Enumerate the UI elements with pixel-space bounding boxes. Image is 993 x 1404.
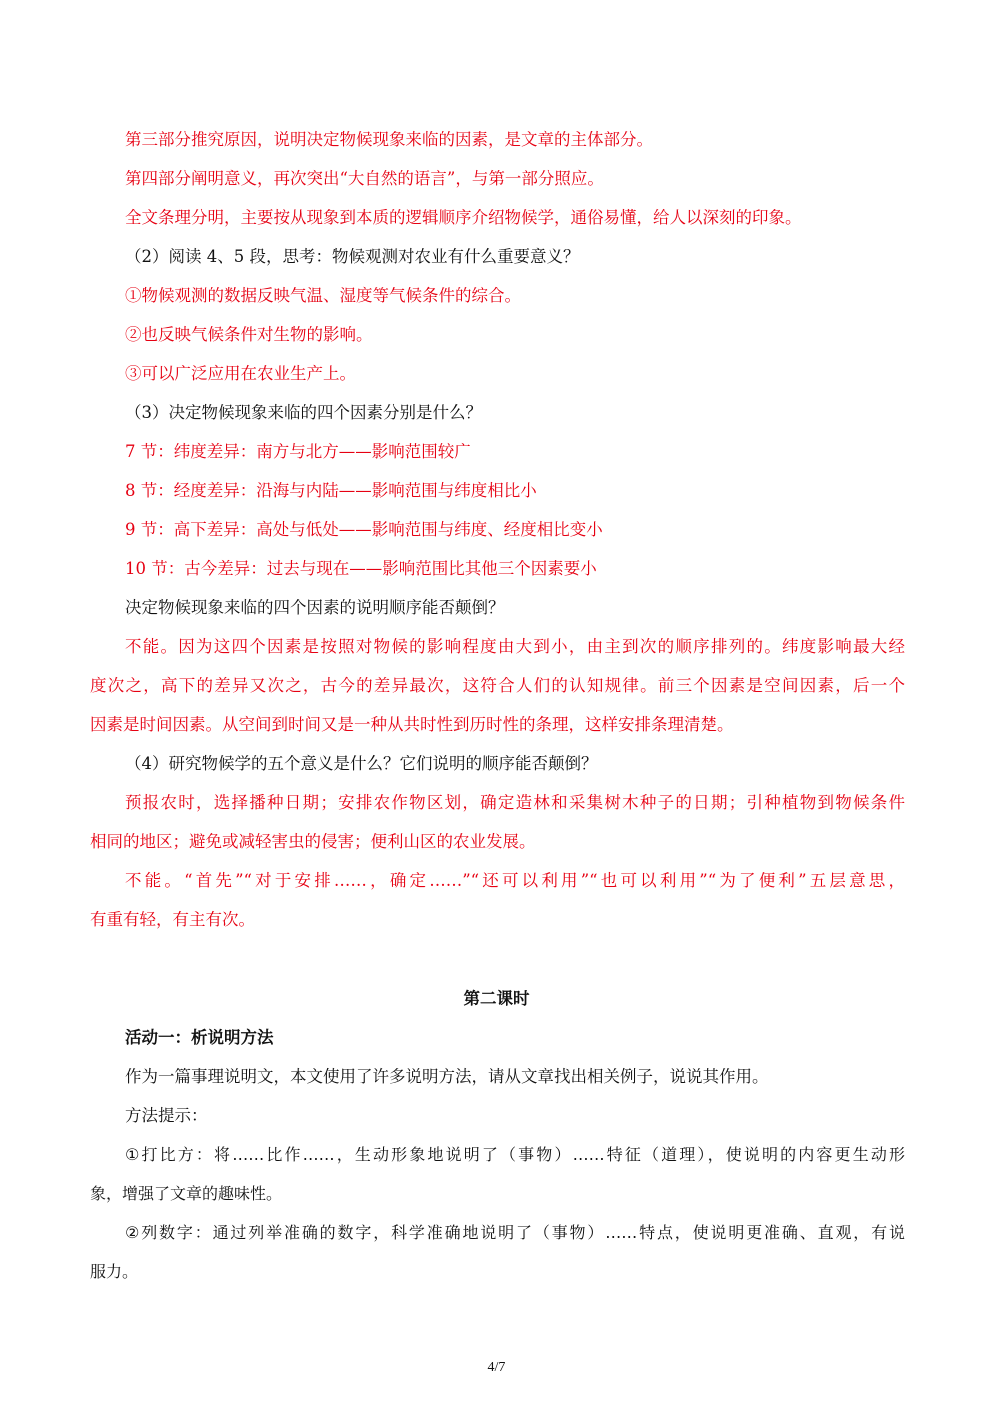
answer-line: 因素是时间因素。从空间到时间又是一种从共时性到历时性的条理，这样安排条理清楚。: [90, 715, 734, 734]
hint-label: 方法提示：: [125, 1106, 208, 1125]
hint-line: 象，增强了文章的趣味性。: [90, 1184, 283, 1203]
answer-line: ①物候观测的数据反映气温、湿度等气候条件的综合。: [125, 286, 521, 305]
answer-line: 度次之，高下的差异又次之，古今的差异最次，这符合人们的认知规律。前三个因素是空间因素，后一个: [90, 676, 905, 695]
answer-line: 不能。“首先”“对于安排……，确定……”“还可以利用”“也可以利用”“为了便利”五层意思，: [125, 871, 905, 890]
answer-line: 7 节：纬度差异：南方与北方——影响范围较广: [125, 442, 471, 461]
answer-line: 8 节：经度差异：沿海与内陆——影响范围与纬度相比小: [125, 481, 537, 500]
question-3: （3）决定物候现象来临的四个因素分别是什么？: [125, 403, 482, 422]
question-2: （2）阅读 4、5 段，思考：物候观测对农业有什么重要意义？: [125, 247, 580, 266]
question-4: （4）研究物候学的五个意义是什么？它们说明的顺序能否颠倒？: [125, 754, 598, 773]
answer-line: 有重有轻，有主有次。: [90, 910, 255, 929]
page-number: 4/7: [487, 1360, 506, 1375]
activity-intro: 作为一篇事理说明文，本文使用了许多说明方法，请从文章找出相关例子，说说其作用。: [125, 1067, 769, 1086]
answer-line: ③可以广泛应用在农业生产上。: [125, 364, 356, 383]
answer-line: 全文条理分明，主要按从现象到本质的逻辑顺序介绍物候学，通俗易懂，给人以深刻的印象。: [125, 208, 802, 227]
answer-line: ②也反映气候条件对生物的影响。: [125, 325, 373, 344]
answer-line: 10 节：古今差异：过去与现在——影响范围比其他三个因素要小: [125, 559, 597, 578]
hint-line: 服力。: [90, 1262, 139, 1281]
answer-line: 第三部分推究原因，说明决定物候现象来临的因素，是文章的主体部分。: [125, 130, 653, 149]
hint-line: ①打比方：将……比作……，生动形象地说明了（事物）……特征（道理），使说明的内容更生动形: [125, 1145, 905, 1164]
lesson-title: 第二课时: [463, 989, 530, 1008]
question-3-followup: 决定物候现象来临的四个因素的说明顺序能否颠倒？: [125, 598, 505, 617]
answer-line: 第四部分阐明意义，再次突出“大自然的语言”，与第一部分照应。: [125, 169, 604, 188]
activity-heading: 活动一：析说明方法: [125, 1028, 274, 1047]
answer-line: 相同的地区；避免或减轻害虫的侵害；便利山区的农业发展。: [90, 832, 536, 851]
answer-line: 预报农时，选择播种日期；安排农作物区划，确定造林和采集树木种子的日期；引种植物到物候条件: [125, 793, 905, 812]
answer-line: 不能。因为这四个因素是按照对物候的影响程度由大到小，由主到次的顺序排列的。纬度影响最大经: [125, 637, 905, 656]
answer-line: 9 节：高下差异：高处与低处——影响范围与纬度、经度相比变小: [125, 520, 603, 539]
hint-line: ②列数字：通过列举准确的数字，科学准确地说明了（事物）……特点，使说明更准确、直观，有说: [125, 1223, 905, 1242]
